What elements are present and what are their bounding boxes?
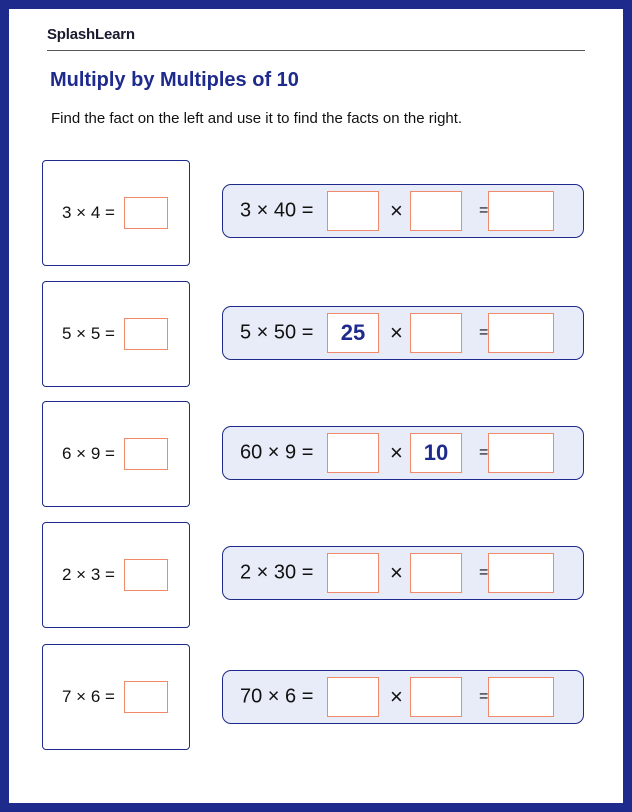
- equals-symbol: =: [479, 564, 489, 581]
- factor-answer-box[interactable]: [410, 313, 462, 353]
- product-answer-box[interactable]: 25: [327, 313, 379, 353]
- left-fact-expression: 5 × 5 =: [62, 324, 115, 343]
- result-answer-box[interactable]: [488, 433, 554, 473]
- times-symbol: ×: [390, 684, 403, 709]
- right-fact-expression: 70 × 6 =: [240, 685, 314, 708]
- left-fact-box: [42, 281, 190, 387]
- factor-answer-box[interactable]: 10: [410, 433, 462, 473]
- right-fact-panel: [222, 546, 584, 600]
- equals-symbol: =: [479, 202, 489, 219]
- times-symbol: ×: [390, 440, 403, 465]
- right-fact-panel: [222, 670, 584, 724]
- right-fact-expression: 2 × 30 =: [240, 561, 314, 584]
- factor-answer-box[interactable]: [410, 677, 462, 717]
- result-answer-box[interactable]: [488, 677, 554, 717]
- right-fact-panel: [222, 306, 584, 360]
- result-answer-box[interactable]: [488, 191, 554, 231]
- right-fact-expression: 3 × 40 =: [240, 199, 314, 222]
- right-fact-expression: 5 × 50 =: [240, 321, 314, 344]
- left-answer-box[interactable]: [124, 197, 168, 229]
- times-symbol: ×: [390, 198, 403, 223]
- left-fact-box: [42, 522, 190, 628]
- left-fact-expression: 6 × 9 =: [62, 444, 115, 463]
- equals-symbol: =: [479, 688, 489, 705]
- result-answer-box[interactable]: [488, 553, 554, 593]
- brand-logo: SplashLearn: [47, 26, 135, 43]
- left-answer-box[interactable]: [124, 318, 168, 350]
- instructions: Find the fact on the left and use it to find the facts on the right.: [51, 110, 463, 127]
- left-fact-box: [42, 644, 190, 750]
- left-answer-box[interactable]: [124, 681, 168, 713]
- factor-answer-box[interactable]: [410, 553, 462, 593]
- result-answer-box[interactable]: [488, 313, 554, 353]
- product-answer-box[interactable]: [327, 433, 379, 473]
- right-fact-expression: 60 × 9 =: [240, 441, 314, 464]
- left-fact-expression: 2 × 3 =: [62, 565, 115, 584]
- times-symbol: ×: [390, 320, 403, 345]
- worksheet-title: Multiply by Multiples of 10: [50, 69, 299, 91]
- left-fact-expression: 7 × 6 =: [62, 687, 115, 706]
- left-answer-box[interactable]: [124, 438, 168, 470]
- header-divider: [47, 50, 585, 51]
- left-answer-box[interactable]: [124, 559, 168, 591]
- right-fact-panel: [222, 184, 584, 238]
- right-fact-panel: [222, 426, 584, 480]
- product-answer-box[interactable]: [327, 553, 379, 593]
- equals-symbol: =: [479, 324, 489, 341]
- left-fact-expression: 3 × 4 =: [62, 203, 115, 222]
- worksheet-page: [9, 9, 623, 803]
- times-symbol: ×: [390, 560, 403, 585]
- left-fact-box: [42, 401, 190, 507]
- product-answer-box[interactable]: [327, 677, 379, 717]
- factor-answer-box[interactable]: [410, 191, 462, 231]
- equals-symbol: =: [479, 444, 489, 461]
- left-fact-box: [42, 160, 190, 266]
- product-answer-box[interactable]: [327, 191, 379, 231]
